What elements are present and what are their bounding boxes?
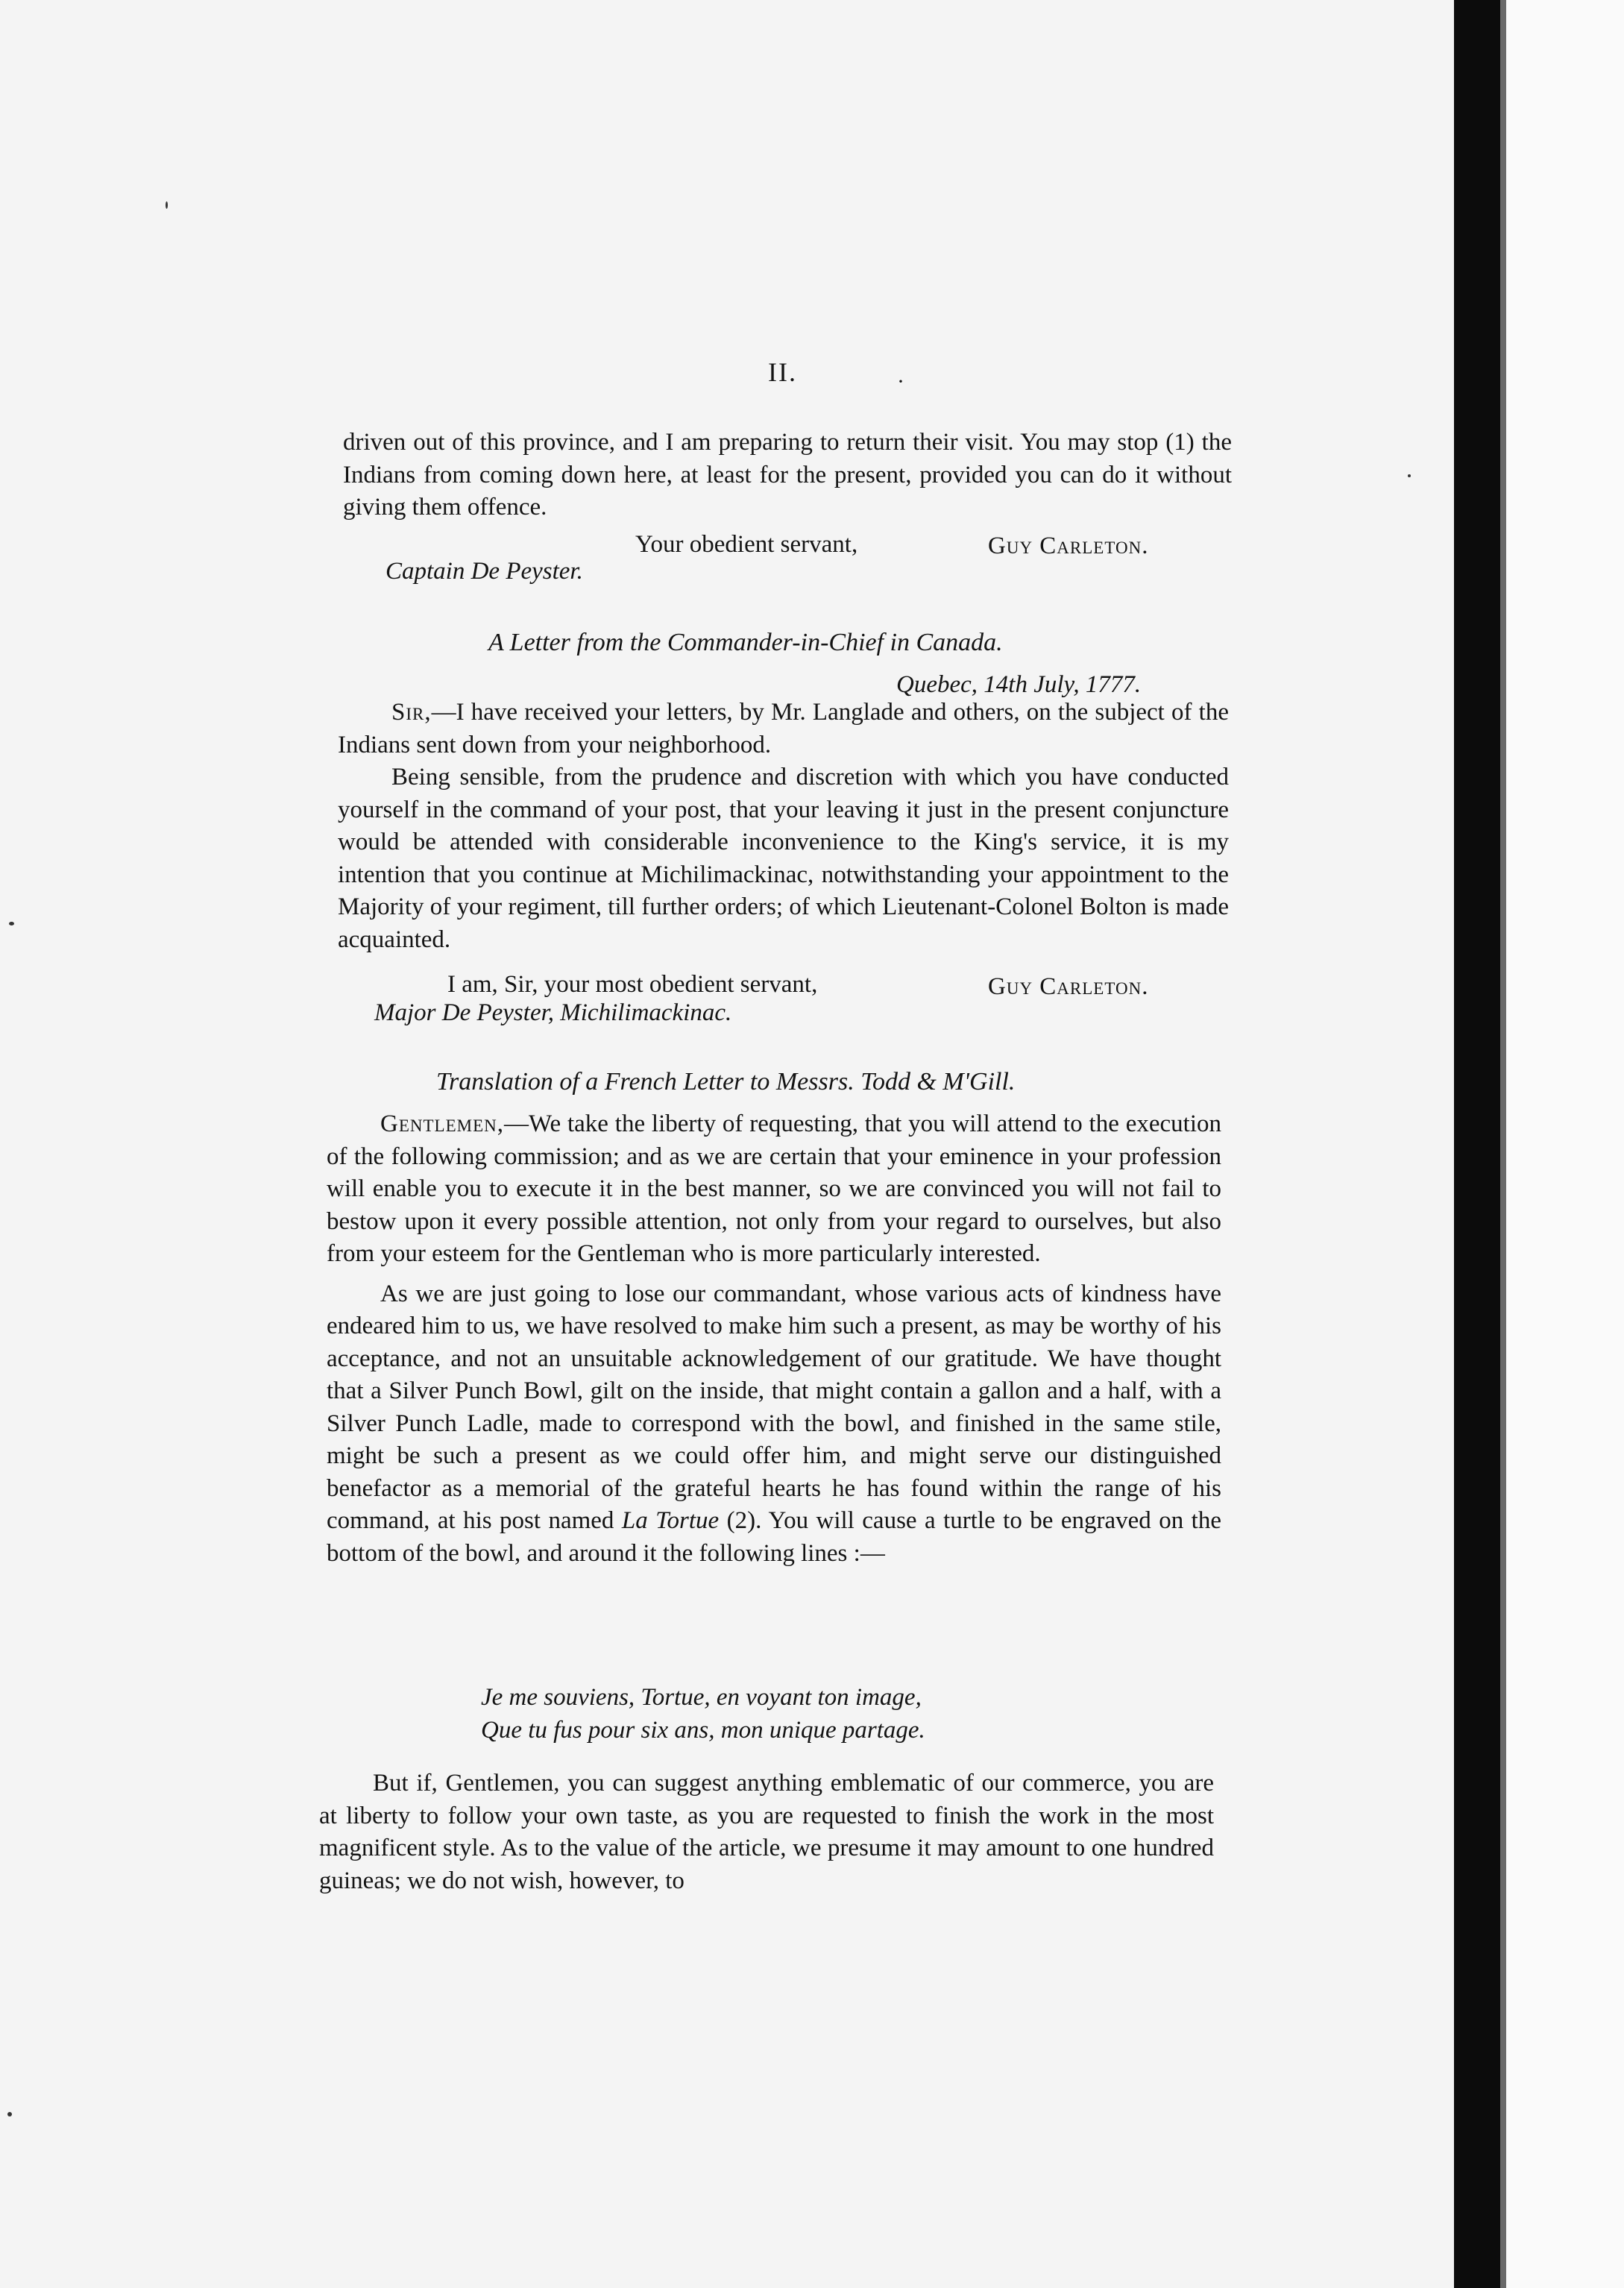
letter-paragraph-1-text: —I have received your letters, by Mr. Langlade and others, on the subject of the Indians sent down from your neighborhood.	[338, 699, 1229, 758]
translation-paragraph-1-text: —We take the liberty of requesting, that you will attend to the execution of the following commission; and as we are certain that your eminence in your profession will enable you to execute it in the best manner, so we are convinced you will not fail to bestow upon it every possible attention, not only from your regard to ourselves, but also from your esteem for the Gentleman who is more particularly interested.	[327, 1110, 1221, 1267]
page-number: II.	[768, 357, 797, 387]
top-paragraph-text: driven out of this province, and I am preparing to return their visit. You may stop (1) the Indians from coming down here, at least for the present, provided you can do it without giving them offence.	[343, 429, 1232, 521]
facing-page-edge	[1506, 0, 1624, 2288]
addressee-1: Captain De Peyster.	[385, 558, 583, 585]
closing-paragraph	[319, 1767, 1214, 1897]
signature-2: Guy Carleton.	[988, 973, 1149, 1000]
translation-body	[327, 1108, 1221, 1570]
closing-2: I am, Sir, your most obedient servant,	[447, 971, 818, 998]
ink-speck	[166, 201, 168, 209]
signature-1: Guy Carleton.	[988, 532, 1149, 559]
translation-paragraph-3: But if, Gentlemen, you can suggest anything emblematic of our commerce, you are at liberty to follow your own taste, as you are requested to finish the work in the most magnificent style. As to the value of the article, we presume it may amount to one hundred guineas; we do not wish, however, to	[319, 1770, 1214, 1894]
ink-speck	[1408, 474, 1411, 477]
translation-paragraph-2	[327, 1278, 1221, 1571]
ink-speck	[9, 922, 14, 925]
translation-title: Translation of a French Letter to Messrs. Todd & M'Gill.	[436, 1068, 1016, 1096]
top-paragraph	[343, 427, 1232, 524]
closing-1: Your obedient servant,	[635, 531, 858, 558]
letter-paragraph-1	[338, 697, 1229, 761]
page-mark: ·	[897, 369, 904, 394]
book-gutter-edge	[1500, 0, 1506, 2288]
book-gutter-shadow	[1454, 0, 1500, 2288]
addressee-2: Major De Peyster, Michilimackinac.	[374, 999, 732, 1026]
translation-paragraph-2-text-a: As we are just going to lose our commandant, whose various acts of kindness have endeared him to us, we have resolved to make him such a present, as may be worthy of his acceptance, and not an unsuitable acknowledgement of our gratitude. We have thought that a Silver Punch Bowl, gilt on the inside, that might contain a gallon and a half, with a Silver Punch Ladle, made to correspond with the bowl, and finished in the same stile, might be such a present as we could offer him, and might serve our distinguished benefactor as a memorial of the grateful hearts he has found within the range of his command, at his post named	[327, 1280, 1221, 1534]
letter-body	[338, 697, 1229, 956]
letter-salutation: Sir,	[391, 699, 432, 726]
letter-paragraph-2: Being sensible, from the prudence and discretion with which you have conducted yourself in the command of your post, that your leaving it just in the present conjuncture would be attended with considerable inconvenience to the King's service, it is my intention that you continue at Michilimackinac, notwithstanding your appointment to the Majority of your regiment, till further orders; of which Lieutenant-Colonel Bolton is made acquainted.	[338, 764, 1229, 953]
translation-paragraph-2-text-b: (2). You will cause a turtle to be engraved on the bottom of the bowl, and around it the following lines :—	[327, 1507, 1221, 1567]
translation-paragraph-1	[327, 1108, 1221, 1271]
letter-title: A Letter from the Commander-in-Chief in Canada.	[488, 629, 1003, 656]
verse-line-2: Que tu fus pour six ans, mon unique partage.	[481, 1717, 925, 1744]
verse-line-1: Je me souviens, Tortue, en voyant ton image,	[481, 1684, 922, 1711]
ink-speck	[7, 2112, 12, 2116]
translation-paragraph-2-place: La Tortue	[621, 1507, 720, 1534]
place-date: Quebec, 14th July, 1777.	[896, 671, 1142, 698]
translation-salutation: Gentlemen,	[380, 1110, 504, 1137]
